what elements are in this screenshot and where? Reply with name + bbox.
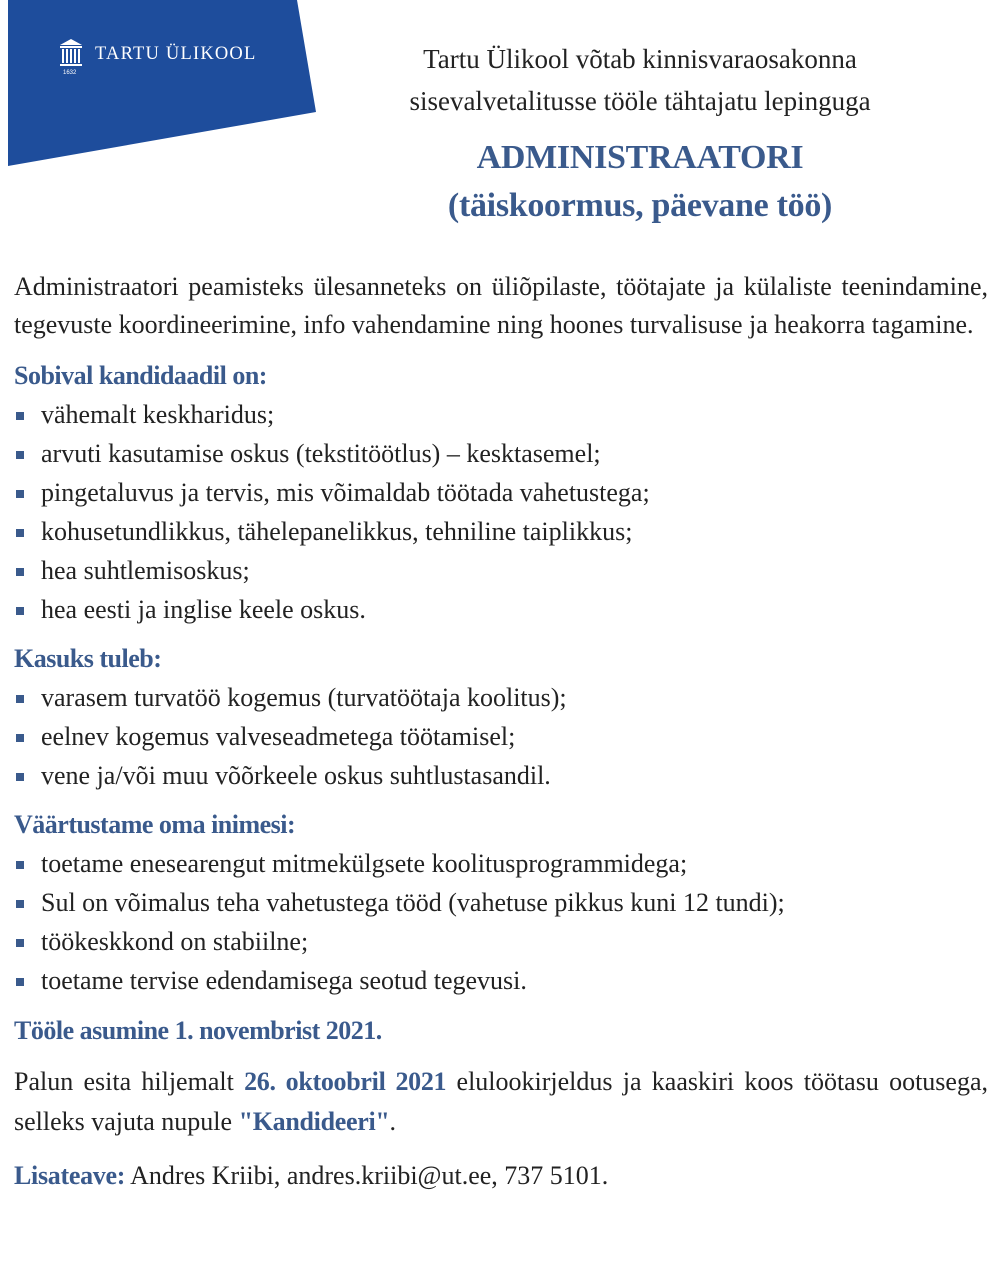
bullet-square-icon xyxy=(16,451,24,459)
bullet-square-icon xyxy=(16,529,24,537)
list-item-text: töökeskkond on stabiilne; xyxy=(41,927,309,956)
list-item-text: arvuti kasutamise oskus (tekstitöötlus) – kesktasemel; xyxy=(41,439,601,468)
contact-details: Andres Kriibi, andres.kriibi@ut.ee, 737 5101. xyxy=(125,1161,609,1190)
list-item xyxy=(14,756,988,795)
list-item xyxy=(14,844,988,883)
list-item-text: toetame enesearengut mitmekülgsete koolitusprogrammidega; xyxy=(41,849,688,878)
main-content xyxy=(14,268,988,1196)
list-item xyxy=(14,434,988,473)
bullet-square-icon xyxy=(16,734,24,742)
logo-band xyxy=(0,0,330,170)
application-instructions xyxy=(14,1062,988,1142)
list-item-text: kohusetundlikkus, tähelepanelikkus, tehniline taiplikkus; xyxy=(41,517,633,546)
list-item xyxy=(14,678,988,717)
advantages-heading: Kasuks tuleb: xyxy=(14,644,162,673)
intro-line-2: sisevalvetalitusse tööle tähtajatu lepinguga xyxy=(409,86,871,116)
list-item xyxy=(14,717,988,756)
bullet-square-icon xyxy=(16,607,24,615)
list-item-text: toetame tervise edendamisega seotud tegevusi. xyxy=(41,966,527,995)
bullet-square-icon xyxy=(16,490,24,498)
apply-text-part-1: Palun esita hiljemalt xyxy=(14,1067,245,1096)
list-item xyxy=(14,883,988,922)
apply-text-part-2: elulookirjeldus ja kaaskiri koos töötasu ootusega, selleks vajuta nupule xyxy=(14,1067,989,1136)
values-heading: Väärtustame oma inimesi: xyxy=(14,810,296,839)
bullet-square-icon xyxy=(16,773,24,781)
job-description: Administraatori peamisteks ülesanneteks on üliõpilaste, töötajate ja külaliste teenindamine, tegevuste koordineerimine, info vahendamine ning hoones turvalisuse ja heakorra tagamine. xyxy=(14,272,988,339)
list-item-text: Sul on võimalus teha vahetustega tööd (vahetuse pikkus kuni 12 tundi); xyxy=(41,888,785,917)
logo-text: TARTU ÜLIKOOL xyxy=(95,44,257,64)
contact-info xyxy=(14,1156,988,1196)
list-item-text: vähemalt keskharidus; xyxy=(41,400,275,429)
application-deadline: 26. oktoobril 2021 xyxy=(244,1067,447,1096)
list-item-text: pingetaluvus ja tervis, mis võimaldab töötada vahetustega; xyxy=(41,478,650,507)
bullet-square-icon xyxy=(16,861,24,869)
apply-button-reference: "Kandideeri" xyxy=(238,1107,390,1136)
list-item-text: eelnev kogemus valveseadmetega töötamisel; xyxy=(41,722,516,751)
bullet-square-icon xyxy=(16,978,24,986)
university-building-icon xyxy=(58,37,84,71)
requirements-heading: Sobival kandidaadil on: xyxy=(14,361,267,390)
start-date: Tööle asumine 1. novembrist 2021. xyxy=(14,1016,382,1045)
bullet-square-icon xyxy=(16,900,24,908)
bullet-square-icon xyxy=(16,695,24,703)
job-title-line-1: ADMINISTRAATORI xyxy=(476,139,804,176)
bullet-square-icon xyxy=(16,412,24,420)
intro-text xyxy=(330,38,950,122)
requirements-list xyxy=(14,395,988,629)
logo-band-shape xyxy=(0,0,330,170)
values-list xyxy=(14,844,988,1000)
apply-text-part-3: . xyxy=(389,1107,397,1136)
list-item xyxy=(14,590,988,629)
intro-line-1: Tartu Ülikool võtab kinnisvaraosakonna xyxy=(423,44,857,74)
logo-year: 1632 xyxy=(63,70,77,76)
list-item xyxy=(14,961,988,1000)
advantages-list xyxy=(14,678,988,795)
list-item xyxy=(14,922,988,961)
list-item-text: hea suhtlemisoskus; xyxy=(41,556,250,585)
bullet-square-icon xyxy=(16,939,24,947)
list-item xyxy=(14,551,988,590)
job-title xyxy=(330,134,950,230)
contact-label: Lisateave: xyxy=(14,1161,126,1190)
list-item-text: vene ja/või muu võõrkeele oskus suhtlustasandil. xyxy=(41,761,551,790)
list-item xyxy=(14,512,988,551)
job-title-line-2: (täiskoormus, päevane töö) xyxy=(447,187,833,224)
list-item-text: varasem turvatöö kogemus (turvatöötaja koolitus); xyxy=(41,683,567,712)
list-item xyxy=(14,473,988,512)
list-item-text: hea eesti ja inglise keele oskus. xyxy=(41,595,366,624)
bullet-square-icon xyxy=(16,568,24,576)
list-item xyxy=(14,395,988,434)
